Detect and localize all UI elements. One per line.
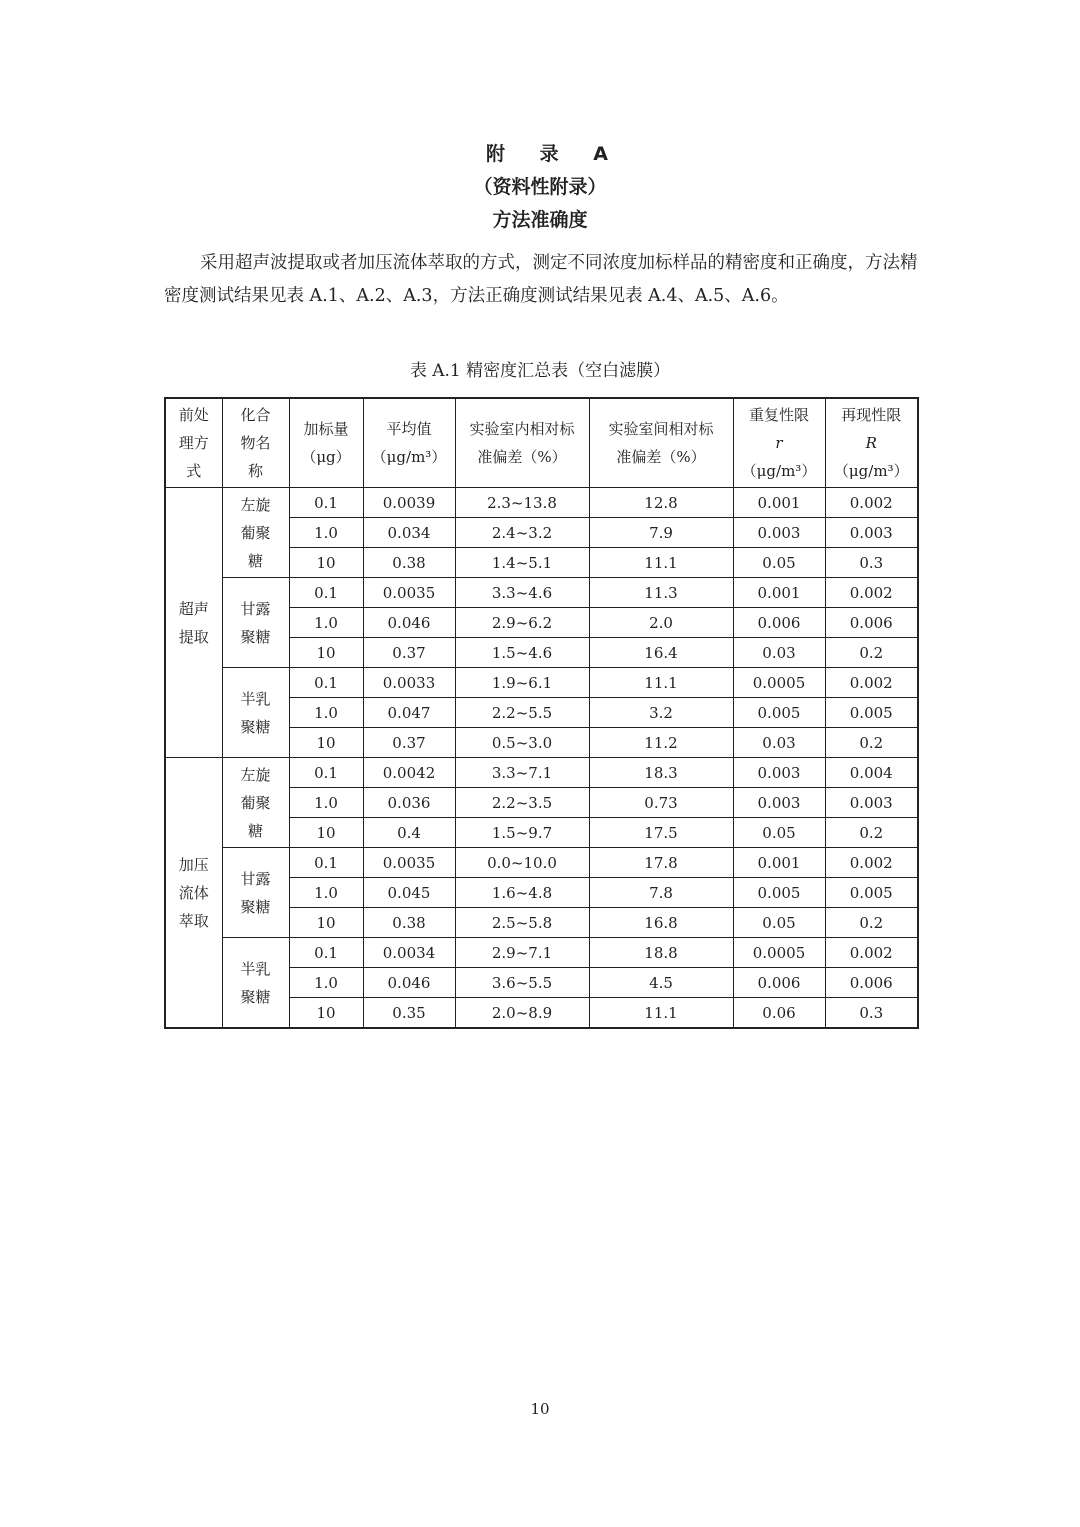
mean-cell: 0.0035 — [363, 848, 455, 878]
mean-cell: 0.047 — [363, 698, 455, 728]
method-cell: 超声 提取 — [165, 488, 222, 758]
repeatability-cell: 0.001 — [733, 578, 825, 608]
mean-cell: 0.37 — [363, 728, 455, 758]
mean-cell: 0.0039 — [363, 488, 455, 518]
reproducibility-cell: 0.005 — [825, 878, 918, 908]
intra-rsd-cell: 1.6~4.8 — [455, 878, 589, 908]
intra-rsd-cell: 3.6~5.5 — [455, 968, 589, 998]
spike-cell: 0.1 — [289, 758, 363, 788]
reproducibility-cell: 0.2 — [825, 818, 918, 848]
header-reproducibility: 再现性限 R （μg/m³） — [825, 398, 918, 488]
reproducibility-cell: 0.3 — [825, 998, 918, 1029]
reproducibility-cell: 0.003 — [825, 518, 918, 548]
inter-rsd-cell: 11.3 — [589, 578, 733, 608]
reproducibility-cell: 0.006 — [825, 608, 918, 638]
mean-cell: 0.036 — [363, 788, 455, 818]
mean-cell: 0.046 — [363, 608, 455, 638]
repeatability-cell: 0.003 — [733, 758, 825, 788]
intra-rsd-cell: 2.2~3.5 — [455, 788, 589, 818]
spike-cell: 1.0 — [289, 518, 363, 548]
mean-cell: 0.045 — [363, 878, 455, 908]
mean-cell: 0.034 — [363, 518, 455, 548]
inter-rsd-cell: 7.9 — [589, 518, 733, 548]
header-spike: 加标量 （μg） — [289, 398, 363, 488]
intra-rsd-cell: 2.5~5.8 — [455, 908, 589, 938]
reproducibility-cell: 0.002 — [825, 488, 918, 518]
inter-rsd-cell: 11.2 — [589, 728, 733, 758]
repeatability-cell: 0.03 — [733, 728, 825, 758]
mean-cell: 0.0034 — [363, 938, 455, 968]
inter-rsd-cell: 16.8 — [589, 908, 733, 938]
repeatability-cell: 0.05 — [733, 908, 825, 938]
repeatability-cell: 0.005 — [733, 878, 825, 908]
table-row — [165, 578, 918, 608]
repeatability-cell: 0.03 — [733, 638, 825, 668]
mean-cell: 0.35 — [363, 998, 455, 1029]
compound-cell: 甘露 聚糖 — [222, 578, 289, 668]
intra-rsd-cell: 2.9~7.1 — [455, 938, 589, 968]
spike-cell: 0.1 — [289, 488, 363, 518]
spike-cell: 10 — [289, 728, 363, 758]
spike-cell: 0.1 — [289, 668, 363, 698]
intra-rsd-cell: 2.0~8.9 — [455, 998, 589, 1029]
repeatability-cell: 0.05 — [733, 548, 825, 578]
spike-cell: 1.0 — [289, 788, 363, 818]
intra-rsd-cell: 2.4~3.2 — [455, 518, 589, 548]
header-intra-rsd: 实验室内相对标 准偏差（%） — [455, 398, 589, 488]
intra-rsd-cell: 1.9~6.1 — [455, 668, 589, 698]
reproducibility-cell: 0.002 — [825, 848, 918, 878]
mean-cell: 0.38 — [363, 908, 455, 938]
intro-paragraph: 采用超声波提取或者加压流体萃取的方式，测定不同浓度加标样品的精密度和正确度，方法精密度测试结果见表 A.1、A.2、A.3，方法正确度测试结果见表 A.4、A.5、A.6。 — [164, 253, 918, 306]
table-row — [165, 848, 918, 878]
inter-rsd-cell: 11.1 — [589, 998, 733, 1029]
intra-rsd-cell: 1.5~4.6 — [455, 638, 589, 668]
table-caption: 表 A.1 精密度汇总表（空白滤膜） — [409, 361, 671, 381]
spike-cell: 10 — [289, 548, 363, 578]
inter-rsd-cell: 7.8 — [589, 878, 733, 908]
compound-cell: 半乳 聚糖 — [222, 938, 289, 1029]
spike-cell: 0.1 — [289, 848, 363, 878]
reproducibility-cell: 0.2 — [825, 638, 918, 668]
mean-cell: 0.37 — [363, 638, 455, 668]
intra-rsd-cell: 0.0~10.0 — [455, 848, 589, 878]
reproducibility-cell: 0.2 — [825, 908, 918, 938]
spike-cell: 0.1 — [289, 938, 363, 968]
table-row — [165, 488, 918, 518]
repeatability-cell: 0.003 — [733, 518, 825, 548]
header-repeatability: 重复性限 r （μg/m³） — [733, 398, 825, 488]
table-row — [165, 938, 918, 968]
inter-rsd-cell: 17.5 — [589, 818, 733, 848]
inter-rsd-cell: 2.0 — [589, 608, 733, 638]
inter-rsd-cell: 3.2 — [589, 698, 733, 728]
compound-cell: 甘露 聚糖 — [222, 848, 289, 938]
appendix-subject: 方法准确度 — [492, 209, 588, 231]
precision-table — [164, 397, 919, 1029]
reproducibility-cell: 0.3 — [825, 548, 918, 578]
intra-rsd-cell: 1.4~5.1 — [455, 548, 589, 578]
spike-cell: 10 — [289, 908, 363, 938]
reproducibility-cell: 0.006 — [825, 968, 918, 998]
header-method: 前处 理方 式 — [165, 398, 222, 488]
appendix-type: （资料性附录） — [473, 176, 607, 198]
page-number: 10 — [530, 1400, 550, 1418]
reproducibility-cell: 0.004 — [825, 758, 918, 788]
intra-rsd-cell: 0.5~3.0 — [455, 728, 589, 758]
mean-cell: 0.0033 — [363, 668, 455, 698]
header-compound: 化合 物名 称 — [222, 398, 289, 488]
spike-cell: 10 — [289, 818, 363, 848]
spike-cell: 1.0 — [289, 968, 363, 998]
spike-cell: 10 — [289, 998, 363, 1029]
inter-rsd-cell: 18.8 — [589, 938, 733, 968]
intra-rsd-cell: 1.5~9.7 — [455, 818, 589, 848]
table-row — [165, 668, 918, 698]
intra-rsd-cell: 2.3~13.8 — [455, 488, 589, 518]
inter-rsd-cell: 11.1 — [589, 668, 733, 698]
header-inter-rsd: 实验室间相对标 准偏差（%） — [589, 398, 733, 488]
mean-cell: 0.38 — [363, 548, 455, 578]
reproducibility-cell: 0.003 — [825, 788, 918, 818]
inter-rsd-cell: 16.4 — [589, 638, 733, 668]
inter-rsd-cell: 17.8 — [589, 848, 733, 878]
intra-rsd-cell: 2.9~6.2 — [455, 608, 589, 638]
inter-rsd-cell: 12.8 — [589, 488, 733, 518]
intra-rsd-cell: 2.2~5.5 — [455, 698, 589, 728]
reproducibility-cell: 0.005 — [825, 698, 918, 728]
repeatability-cell: 0.006 — [733, 608, 825, 638]
intra-rsd-cell: 3.3~4.6 — [455, 578, 589, 608]
repeatability-cell: 0.005 — [733, 698, 825, 728]
compound-cell: 左旋 葡聚 糖 — [222, 488, 289, 578]
inter-rsd-cell: 0.73 — [589, 788, 733, 818]
repeatability-cell: 0.06 — [733, 998, 825, 1029]
repeatability-cell: 0.0005 — [733, 668, 825, 698]
reproducibility-cell: 0.002 — [825, 938, 918, 968]
table-body — [165, 488, 918, 1029]
inter-rsd-cell: 4.5 — [589, 968, 733, 998]
spike-cell: 1.0 — [289, 698, 363, 728]
spike-cell: 1.0 — [289, 608, 363, 638]
spike-cell: 10 — [289, 638, 363, 668]
table-row — [165, 758, 918, 788]
spike-cell: 1.0 — [289, 878, 363, 908]
inter-rsd-cell: 11.1 — [589, 548, 733, 578]
table-header — [165, 398, 918, 488]
mean-cell: 0.046 — [363, 968, 455, 998]
mean-cell: 0.0035 — [363, 578, 455, 608]
intra-rsd-cell: 3.3~7.1 — [455, 758, 589, 788]
mean-cell: 0.0042 — [363, 758, 455, 788]
header-mean: 平均值 （μg/m³） — [363, 398, 455, 488]
repeatability-cell: 0.05 — [733, 818, 825, 848]
repeatability-cell: 0.006 — [733, 968, 825, 998]
repeatability-cell: 0.0005 — [733, 938, 825, 968]
appendix-title: 附 录 A — [486, 143, 622, 165]
compound-cell: 半乳 聚糖 — [222, 668, 289, 758]
reproducibility-cell: 0.2 — [825, 728, 918, 758]
repeatability-cell: 0.001 — [733, 488, 825, 518]
method-cell: 加压 流体 萃取 — [165, 758, 222, 1029]
reproducibility-cell: 0.002 — [825, 668, 918, 698]
reproducibility-cell: 0.002 — [825, 578, 918, 608]
mean-cell: 0.4 — [363, 818, 455, 848]
compound-cell: 左旋 葡聚 糖 — [222, 758, 289, 848]
repeatability-cell: 0.001 — [733, 848, 825, 878]
repeatability-cell: 0.003 — [733, 788, 825, 818]
spike-cell: 0.1 — [289, 578, 363, 608]
inter-rsd-cell: 18.3 — [589, 758, 733, 788]
